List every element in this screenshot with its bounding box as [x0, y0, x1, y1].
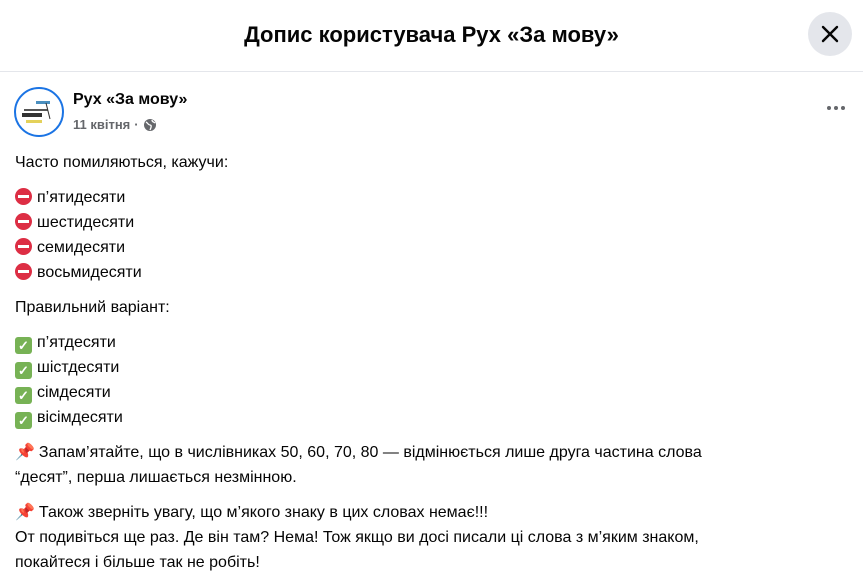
wrong-item: шестидесяти [15, 210, 845, 235]
close-icon [821, 25, 839, 43]
intro-text: Часто помиляються, кажучи: [15, 154, 229, 171]
wrong-list [15, 185, 845, 285]
wrong-item: восьмидесяти [15, 260, 845, 285]
author-name[interactable]: Рух «За мову» [73, 91, 188, 108]
pushpin-icon: 📌 [15, 504, 35, 521]
post-date[interactable]: 11 квітня [73, 117, 131, 132]
correct-item: ✓ сімдесяти [15, 380, 845, 405]
dialog-title: Допис користувача Рух «За мову» [244, 22, 619, 47]
no-entry-icon [15, 188, 32, 205]
pushpin-icon: 📌 [15, 444, 35, 461]
logo-icon [16, 89, 62, 135]
correct-item: ✓ шістдесяти [15, 355, 845, 380]
note-1: 📌 Запам’ятайте, що в числівниках 50, 60, 70, 80 — відмінюється лише друга частина слова “десят”, перша лишається незмінною. [15, 444, 702, 486]
no-entry-icon [15, 238, 32, 255]
no-entry-icon [15, 263, 32, 280]
post-meta [73, 117, 157, 132]
check-mark-icon: ✓ [15, 362, 32, 379]
check-mark-icon: ✓ [15, 337, 32, 354]
no-entry-icon [15, 213, 32, 230]
close-button[interactable] [808, 12, 852, 56]
wrong-item: п’ятидесяти [15, 185, 845, 210]
dialog-header [0, 0, 863, 72]
note-2: 📌 Також зверніть увагу, що м’якого знаку в цих словах немає!!! От подивіться ще раз. Де він там? Нема! Тож якщо ви досі писали ці слова з м’яким знаком, покайтеся і більше так не робіть! [15, 504, 699, 571]
avatar[interactable] [14, 87, 64, 137]
post-body [15, 150, 845, 585]
more-options-button[interactable] [822, 98, 850, 118]
correct-item: ✓ п’ятдесяти [15, 330, 845, 355]
wrong-item: семидесяти [15, 235, 845, 260]
correct-label: Правильний варіант: [15, 299, 170, 316]
meta-separator: · [134, 117, 139, 132]
correct-item: ✓ вісімдесяти [15, 405, 845, 430]
check-mark-icon: ✓ [15, 387, 32, 404]
correct-list [15, 330, 845, 430]
check-mark-icon: ✓ [15, 412, 32, 429]
globe-icon [143, 118, 157, 132]
